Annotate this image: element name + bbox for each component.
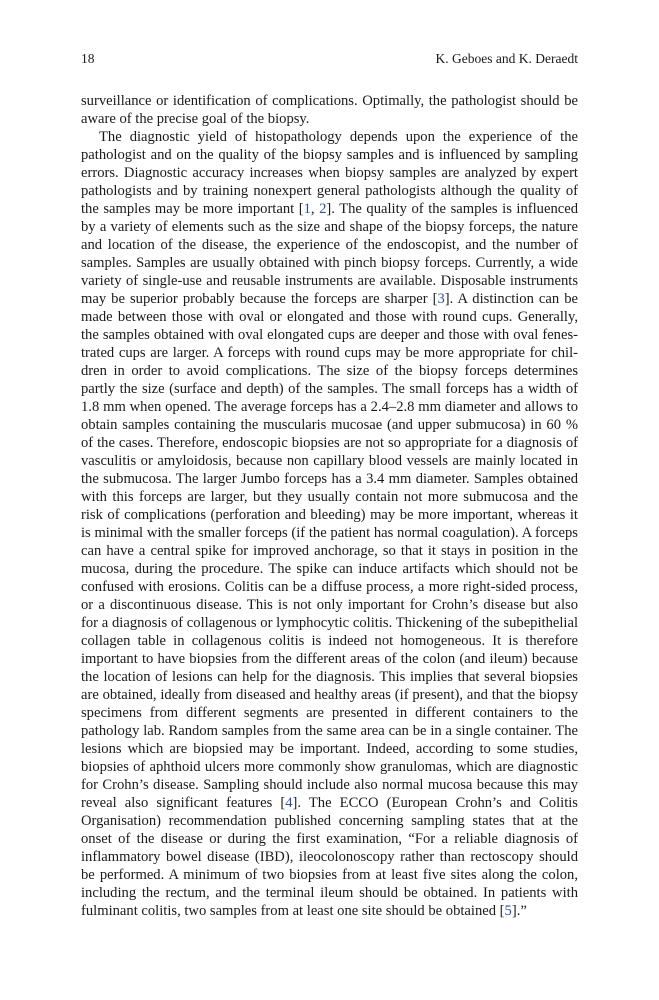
text-run: ].” [511,903,527,919]
text-run: ]. The ECCO (European Crohn’s and Colitis Organisation) recommendation published concerning sampling states that at the onset of the disease or during the first examination, “For a reliable diagnosis of inflammatory bowel disease (IBD), ileocolonoscopy rather than rectoscopy should be performed. A minimum of two biopsies from at least five sites along the colon, including the rectum, and the terminal ileum should be obtained. In patients with fulminant colitis, two samples from at least one site should be obtained [ [81,795,578,919]
running-head [81,50,578,68]
text-run: , [310,201,320,217]
citation-link-5[interactable]: 5 [504,903,512,919]
running-head-authors: K. Geboes and K. Deraedt [435,51,578,66]
citation-link-4[interactable]: 4 [285,795,293,811]
page-number: 18 [81,51,95,66]
paragraph-diagnostic-yield [81,128,578,920]
text-run: ]. The quality of the samples is influenced by a variety of elements such as the size and shape of the biopsy forceps, the nature and location of the disease, the experience of the endoscopist, and the number of samples. Samples are usually obtained with pinch biopsy forceps. Currently, a wide variety of single-use and reusable instruments are available. Disposable instruments may be superior probably because the forceps are sharper [ [81,201,579,307]
citation-link-2[interactable]: 2 [319,201,327,217]
citation-link-3[interactable]: 3 [437,291,445,307]
text-run: The diagnostic yield of histopathology depends upon the experience of the pathologist and on the quality of the biopsy samples and is influenced by sampling errors. Diagnostic accuracy increases when biopsy samples are analyzed by expert pathologists and by training nonexpert general pathologists although the quality of the samples may be more important [ [81,129,578,217]
body-text [81,92,578,920]
paragraph-continuation: surveillance or identification of complications. Optimally, the pathologist should be aware of the precise goal of the biopsy. [81,93,578,127]
citation-link-1[interactable]: 1 [303,201,311,217]
text-run: ]. A distinction can be made between those with oval or elongated and those with round cups. Generally, the samples obtained with oval elongated cups are deeper and those with oval fenestrated cups are larger. A forceps with round cups may be more appropriate for children in order to avoid complications. The size of the biopsy forceps determines partly the size (surface and depth) of the samples. The small forceps has a width of 1.8 mm when opened. The average forceps has a 2.4–2.8 mm diameter and allows to obtain samples containing the muscularis mucosae (and upper submucosa) in 60 % of the cases. Therefore, endoscopic biopsies are not so appropriate for a diagnosis of vasculitis or amyloidosis, because non capillary blood vessels are mainly located in the submucosa. The larger Jumbo forceps has a 3.4 mm diameter. Samples obtained with this forceps are larger, but they usually contain not more submucosa and the risk of complications (perforation and bleeding) may be more important, whereas it is minimal with the smaller forceps (if the patient has normal coagulation). A forceps can have a central spike for improved anchorage, so that it stays in position in the mucosa, during the procedure. The spike can induce artifacts which should not be confused with erosions. Colitis can be a diffuse process, a more right-sided process, or a discontinuous disease. This is not only important for Crohn’s disease but also for a diagnosis of collagenous or lymphocytic colitis. Thickening of the subepithelial collagen table in collagenous colitis is indeed not homogeneous. It is therefore important to have biopsies from the different areas of the colon (and ileum) because the location of lesions can help for the diagnosis. This implies that several biopsies are obtained, ideally from diseased and healthy areas (if present), and that the biopsy specimens from different segments are presented in different containers to the pathology lab. Random samples from the same area can be in a single container. The lesions which are biopsied may be important. Indeed, according to some studies, biopsies of aphthoid ulcers more commonly show granulomas, which are diagnostic for Crohn’s disease. Sampling should include also normal mucosa because this may reveal also significant features [ [81,291,578,811]
document-page [81,50,578,920]
